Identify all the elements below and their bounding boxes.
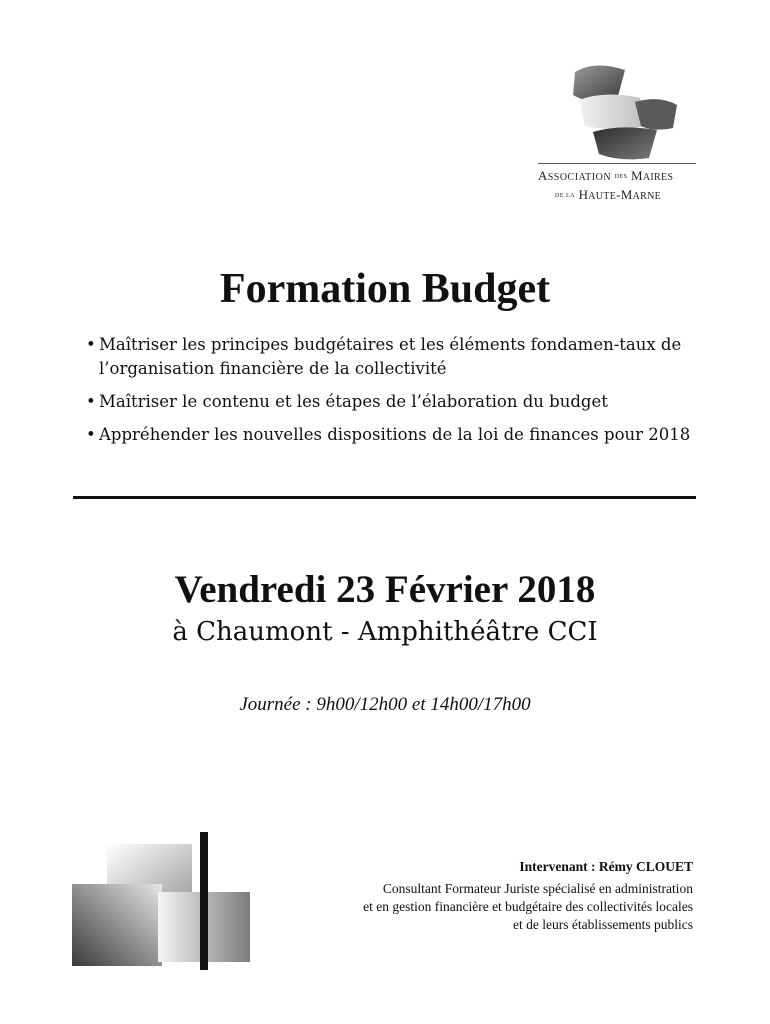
objective-text: Maîtriser les principes budgétaires et les éléments fondamen-taux de l’organisation financière de la collectivité — [99, 335, 682, 378]
bullet-icon: • — [86, 335, 96, 354]
objectives-list — [86, 333, 696, 456]
speaker-block — [290, 858, 693, 934]
event-hours: Journée : 9h00/12h00 et 14h00/17h00 — [239, 694, 531, 715]
logo-text-line1: ASSOCIATION DES MAIRES — [538, 168, 674, 183]
speaker-description-line: et de leurs établissements publics — [513, 917, 693, 932]
objective-text: Maîtriser le contenu et les étapes de l’élaboration du budget — [99, 392, 608, 411]
section-divider — [73, 496, 696, 499]
objective-item — [86, 333, 696, 381]
event-place: à Chaumont - Amphithéâtre CCI — [172, 617, 598, 647]
event-date: Vendredi 23 Février 2018 — [174, 568, 596, 611]
speaker-name: Intervenant : Rémy CLOUET — [519, 859, 693, 874]
objective-item — [86, 423, 696, 447]
association-logo-graphic — [565, 60, 685, 165]
decorative-squares-graphic — [70, 832, 255, 972]
page-title: Formation Budget — [219, 266, 551, 312]
objective-text: Appréhender les nouvelles dispositions de la loi de finances pour 2018 — [99, 425, 691, 444]
objective-item — [86, 390, 696, 414]
logo-divider — [538, 163, 696, 164]
speaker-description-line: et en gestion financière et budgétaire des collectivités locales — [363, 899, 693, 914]
logo-text-line2: DE LA HAUTE-MARNE — [555, 187, 662, 202]
bullet-icon: • — [86, 392, 96, 411]
speaker-description-line: Consultant Formateur Juriste spécialisé en administration — [382, 881, 693, 896]
bullet-icon: • — [86, 425, 96, 444]
